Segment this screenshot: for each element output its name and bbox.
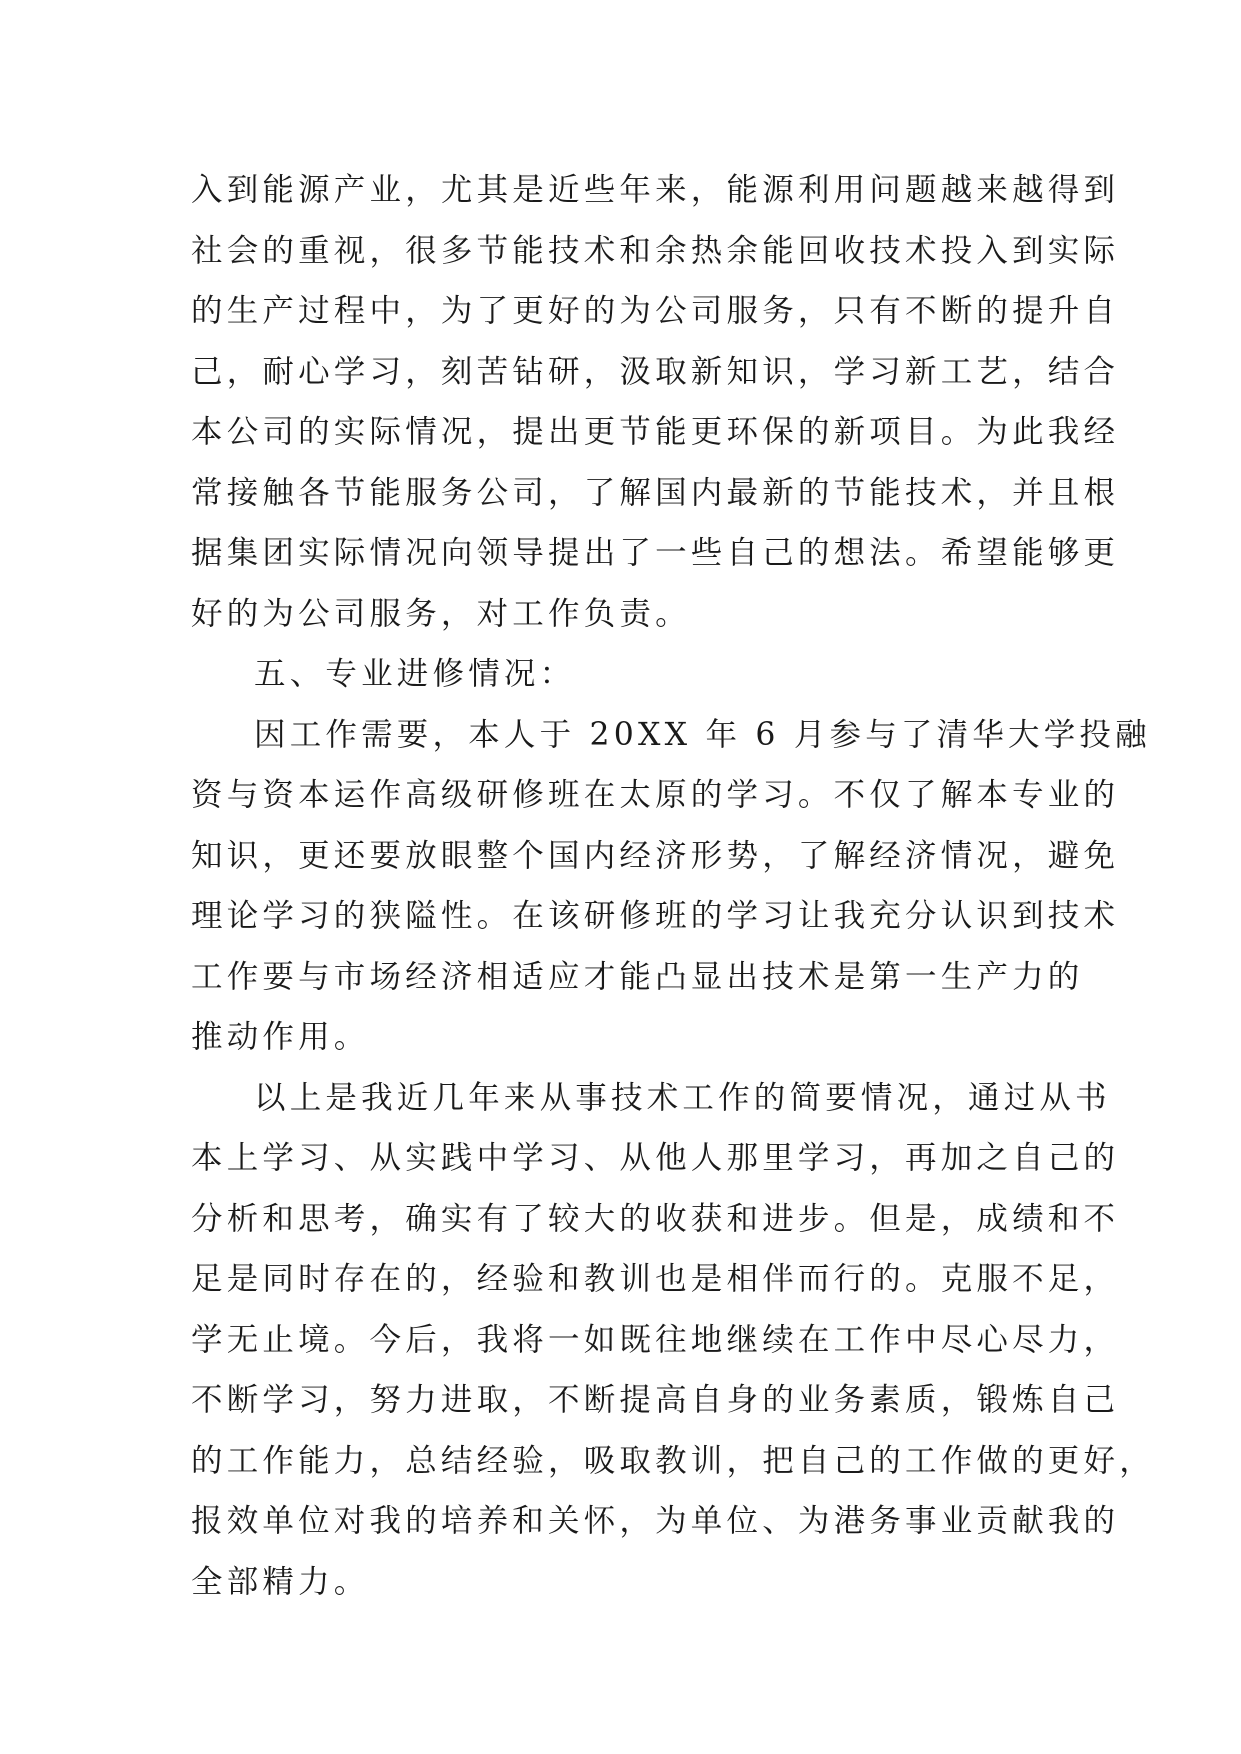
body-line: 资与资本运作高级研修班在太原的学习。不仅了解本专业的 [191, 777, 1120, 813]
body-line: 不断学习，努力进取，不断提高自身的业务素质，锻炼自己 [191, 1382, 1120, 1418]
body-line: 本公司的实际情况，提出更节能更环保的新项目。为此我经 [191, 414, 1120, 450]
body-line: 全部精力。 [191, 1563, 370, 1600]
body-line: 的生产过程中，为了更好的为公司服务，只有不断的提升自 [191, 293, 1120, 329]
body-line: 本上学习、从实践中学习、从他人那里学习，再加之自己的 [191, 1140, 1120, 1176]
body-line: 常接触各节能服务公司，了解国内最新的节能技术，并且根 [191, 474, 1120, 511]
body-line: 理论学习的狭隘性。在该研修班的学习让我充分认识到技术 [191, 898, 1120, 934]
document-body [191, 160, 1155, 1612]
body-line: 工作要与市场经济相适应才能凸显出技术是第一生产力的 [191, 958, 1084, 995]
body-line: 分析和思考，确实有了较大的收获和进步。但是，成绩和不 [191, 1200, 1120, 1237]
paragraph-first-line: 因工作需要，本人于 20XX 年 6 月参与了清华大学投融 [254, 716, 1151, 753]
body-line: 知识，更还要放眼整个国内经济形势，了解经济情况，避免 [191, 837, 1120, 874]
body-line: 己，耐心学习，刻苦钻研，汲取新知识，学习新工艺，结合 [191, 353, 1120, 390]
body-line: 据集团实际情况向领导提出了一些自己的想法。希望能够更 [191, 535, 1120, 571]
body-line: 的工作能力，总结经验，吸取教训，把自己的工作做的更好， [191, 1442, 1155, 1479]
body-line: 入到能源产业，尤其是近些年来，能源利用问题越来越得到 [191, 172, 1120, 208]
body-line: 好的为公司服务，对工作负责。 [191, 595, 691, 632]
section-heading: 五、专业进修情况： [254, 656, 576, 692]
paragraph-first-line: 以上是我近几年来从事技术工作的简要情况，通过从书 [254, 1079, 1111, 1116]
body-line: 学无止境。今后，我将一如既往地继续在工作中尽心尽力， [191, 1321, 1120, 1358]
body-line: 报效单位对我的培养和关怀，为单位、为港务事业贡献我的 [191, 1503, 1120, 1539]
body-line: 足是同时存在的，经验和教训也是相伴而行的。克服不足， [191, 1261, 1120, 1297]
body-line: 推动作用。 [191, 1019, 370, 1055]
body-line: 社会的重视，很多节能技术和余热余能回收技术投入到实际 [191, 232, 1120, 269]
